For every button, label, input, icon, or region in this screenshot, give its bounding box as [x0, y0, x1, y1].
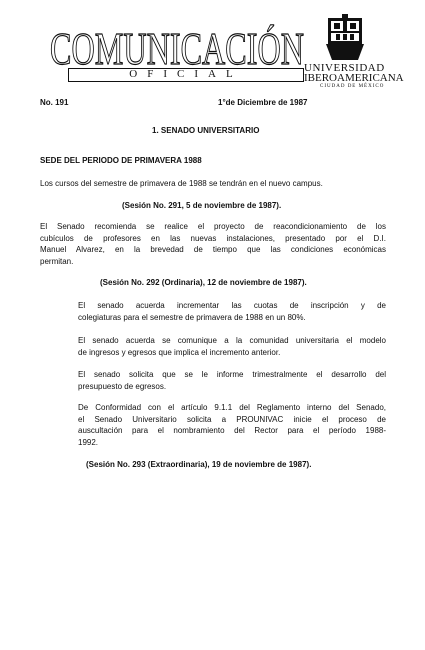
- text-line: El senado acuerda se comunique a la comunidad universitaria el modelo: [78, 336, 386, 345]
- text-line: El senado solicita que se le informe trimestralmente el desarrollo del: [78, 370, 386, 379]
- text-line: colegiaturas para el semestre de primavera de 1988 en un 80%.: [78, 312, 306, 322]
- paragraph-presupuesto: [78, 369, 386, 392]
- text-line: el Senado Universitario solicita a PROUNIVAC inicie el proceso de: [78, 414, 386, 424]
- university-name-line2: IBEROAMERICANA: [304, 72, 404, 84]
- text-line: presupuesto de egresos.: [78, 381, 167, 391]
- masthead-subtitle-bar: [68, 68, 304, 82]
- text-line: auscultación para el nombramiento del Rector para el período 1988-: [78, 426, 386, 436]
- text-line: El Senado recomienda se realice el proyecto de reacondicionamiento de los: [40, 222, 386, 231]
- issue-date: 1°de Diciembre de 1987: [218, 98, 308, 107]
- text-line: 1992.: [78, 437, 99, 447]
- text-line: de ingresos y egresos que implica el incremento anterior.: [78, 347, 281, 357]
- masthead-title: [48, 24, 308, 68]
- text-line: El senado acuerda incrementar las cuotas de inscripción y de: [78, 301, 386, 310]
- text-line: permitan.: [40, 256, 74, 266]
- paragraph-modelo: [78, 335, 386, 358]
- session-292: (Sesión No. 292 (Ordinaria), 12 de noviembre de 1987).: [100, 278, 307, 287]
- paragraph-cuotas: [78, 300, 386, 323]
- paragraph-campus: Los cursos del semestre de primavera de 1988 se tendrán en el nuevo campus.: [40, 179, 323, 188]
- masthead-title-text: COMUNICACIÓN: [50, 24, 304, 68]
- university-name-line3: CIUDAD DE MÉXICO: [320, 84, 385, 89]
- university-crest-icon: [322, 14, 368, 64]
- section-title: 1. SENADO UNIVERSITARIO: [152, 126, 260, 135]
- text-line: De Conformidad con el artículo 9.1.1 del Reglamento interno del Senado,: [78, 403, 386, 412]
- text-line: cubículos de profesores en las nuevas instalaciones, presentado por el D.I.: [40, 233, 386, 243]
- text-line: Manuel Alvarez, en la brevedad de tiempo que las condiciones económicas: [40, 245, 386, 255]
- session-293: (Sesión No. 293 (Extraordinaria), 19 de noviembre de 1987).: [86, 460, 312, 469]
- masthead-subtitle: OFICIAL: [129, 68, 243, 80]
- session-291: (Sesión No. 291, 5 de noviembre de 1987).: [122, 201, 282, 210]
- paragraph-rector: [78, 402, 386, 448]
- issue-number: No. 191: [40, 98, 69, 107]
- sede-heading: SEDE DEL PERIODO DE PRIMAVERA 1988: [40, 156, 202, 165]
- university-name-line1: UNIVERSIDAD: [304, 62, 385, 74]
- paragraph-reacondicionamiento: [40, 221, 386, 267]
